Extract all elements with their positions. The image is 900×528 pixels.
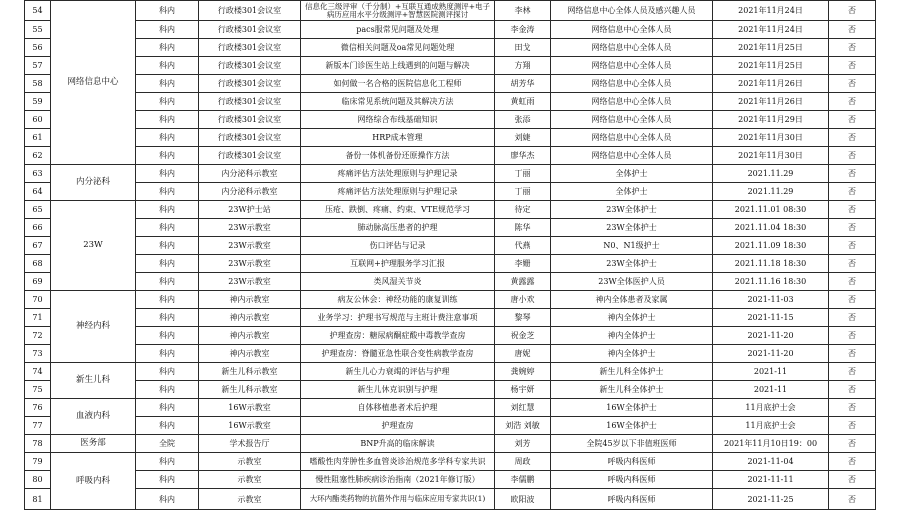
location-cell: 神内示教室 [199,345,301,363]
audience-cell: 网络信息中心全体人员 [551,57,713,75]
flag-cell: 否 [829,39,876,57]
table-row [25,363,876,381]
topic-cell: 压疮、跌倒、疼痛、约束、VTE规范学习 [301,201,495,219]
location-cell: 示教室 [199,489,301,510]
audience-cell: 23W全体护士 [551,201,713,219]
table-row [25,165,876,183]
speaker-cell: 祝金芝 [495,327,551,345]
row-number-cell: 73 [25,345,51,363]
scope-cell: 科内 [136,129,199,147]
speaker-cell: 唐小欢 [495,291,551,309]
topic-cell: BNP升高的临床解读 [301,435,495,453]
audience-cell: 神内全体患者及家属 [551,291,713,309]
date-cell: 2021-11-15 [713,309,829,327]
audience-cell: 全院45岁以下非值班医师 [551,435,713,453]
training-schedule-table [24,0,876,510]
scope-cell: 科内 [136,237,199,255]
department-cell: 新生儿科 [51,363,136,399]
table-row [25,255,876,273]
audience-cell: 23W全体医护人员 [551,273,713,291]
table-row [25,93,876,111]
audience-cell: 网络信息中心全体人员 [551,111,713,129]
speaker-cell: 代燕 [495,237,551,255]
scope-cell: 科内 [136,255,199,273]
topic-cell: HRP成本管理 [301,129,495,147]
topic-cell: 慢性阻塞性肺疾病诊治指南（2021年修订版） [301,471,495,489]
table-row [25,327,876,345]
audience-cell: 网络信息中心全体人员 [551,21,713,39]
date-cell: 2021年11月26日 [713,75,829,93]
flag-cell: 否 [829,435,876,453]
audience-cell: 呼吸内科医师 [551,489,713,510]
date-cell: 2021年11月10日19：00 [713,435,829,453]
row-number-cell: 70 [25,291,51,309]
audience-cell: 呼吸内科医师 [551,453,713,471]
topic-cell: 网络综合布线基础知识 [301,111,495,129]
topic-cell: 微信相关问题及oa常见问题处理 [301,39,495,57]
row-number-cell: 76 [25,399,51,417]
row-number-cell: 59 [25,93,51,111]
location-cell: 新生儿科示教室 [199,363,301,381]
row-number-cell: 54 [25,1,51,21]
location-cell: 23W示教室 [199,255,301,273]
table-row [25,345,876,363]
audience-cell: 23W全体护士 [551,255,713,273]
location-cell: 示教室 [199,453,301,471]
topic-cell: 信息化三级评审（千分制）+互联互通成熟度测评+电子病历应用水平分级测评+智慧医院测评探讨 [301,1,495,21]
speaker-cell: 刘婕 [495,129,551,147]
flag-cell: 否 [829,327,876,345]
topic-cell: 临床常见系统问题及其解决方法 [301,93,495,111]
row-number-cell: 74 [25,363,51,381]
flag-cell: 否 [829,219,876,237]
department-cell: 神经内科 [51,291,136,363]
table-row [25,417,876,435]
topic-cell: 疼痛评估方法处理原则与护理记录 [301,183,495,201]
location-cell: 行政楼301会议室 [199,21,301,39]
row-number-cell: 56 [25,39,51,57]
table-row [25,273,876,291]
date-cell: 2021-11-11 [713,471,829,489]
audience-cell: 网络信息中心全体人员 [551,93,713,111]
row-number-cell: 55 [25,21,51,39]
topic-cell: 护理查房：糖尿病酮症酸中毒教学查房 [301,327,495,345]
table-row [25,489,876,510]
speaker-cell: 丁丽 [495,183,551,201]
table-row [25,381,876,399]
topic-cell: 类风湿关节炎 [301,273,495,291]
location-cell: 23W示教室 [199,237,301,255]
speaker-cell: 张添 [495,111,551,129]
speaker-cell: 欧阳波 [495,489,551,510]
scope-cell: 科内 [136,219,199,237]
speaker-cell: 龚婉婷 [495,363,551,381]
date-cell: 2021.11.29 [713,183,829,201]
row-number-cell: 66 [25,219,51,237]
location-cell: 16W示教室 [199,399,301,417]
row-number-cell: 67 [25,237,51,255]
speaker-cell: 刘红慧 [495,399,551,417]
table-body [25,1,876,510]
location-cell: 内分泌科示教室 [199,165,301,183]
table-row [25,399,876,417]
row-number-cell: 57 [25,57,51,75]
scope-cell: 科内 [136,57,199,75]
scope-cell: 科内 [136,165,199,183]
scope-cell: 科内 [136,39,199,57]
date-cell: 2021年11月24日 [713,1,829,21]
topic-cell: 伤口评估与记录 [301,237,495,255]
flag-cell: 否 [829,237,876,255]
row-number-cell: 61 [25,129,51,147]
scope-cell: 科内 [136,489,199,510]
date-cell: 2021-11-03 [713,291,829,309]
flag-cell: 否 [829,291,876,309]
date-cell: 2021年11月25日 [713,39,829,57]
speaker-cell: 李金涛 [495,21,551,39]
row-number-cell: 64 [25,183,51,201]
speaker-cell: 刘浩 刘敏 [495,417,551,435]
speaker-cell: 黄露露 [495,273,551,291]
location-cell: 行政楼301会议室 [199,147,301,165]
scope-cell: 科内 [136,75,199,93]
table-row [25,435,876,453]
flag-cell: 否 [829,165,876,183]
department-cell: 呼吸内科 [51,453,136,510]
table-row [25,183,876,201]
audience-cell: 网络信息中心全体人员 [551,75,713,93]
speaker-cell: 方翔 [495,57,551,75]
scope-cell: 科内 [136,291,199,309]
location-cell: 23W护士站 [199,201,301,219]
location-cell: 行政楼301会议室 [199,75,301,93]
speaker-cell: 李儒鹏 [495,471,551,489]
department-cell: 医务部 [51,435,136,453]
audience-cell: 网络信息中心全体人员 [551,39,713,57]
speaker-cell: 杨宇妍 [495,381,551,399]
audience-cell: N0、N1级护士 [551,237,713,255]
location-cell: 23W示教室 [199,219,301,237]
scope-cell: 科内 [136,1,199,21]
topic-cell: 护理查房：脊髓亚急性联合变性病教学查房 [301,345,495,363]
location-cell: 神内示教室 [199,327,301,345]
date-cell: 2021-11-25 [713,489,829,510]
location-cell: 行政楼301会议室 [199,93,301,111]
audience-cell: 网络信息中心全体人员 [551,147,713,165]
date-cell: 2021-11 [713,381,829,399]
topic-cell: 大环内酯类药物的抗菌外作用与临床应用专家共识(1) [301,489,495,510]
audience-cell: 神内全体护士 [551,345,713,363]
flag-cell: 否 [829,57,876,75]
speaker-cell: 周政 [495,453,551,471]
flag-cell: 否 [829,489,876,510]
audience-cell: 网络信息中心全体人员及感兴趣人员 [551,1,713,21]
scope-cell: 科内 [136,21,199,39]
row-number-cell: 81 [25,489,51,510]
table-row [25,57,876,75]
row-number-cell: 79 [25,453,51,471]
speaker-cell: 丁丽 [495,165,551,183]
department-cell: 内分泌科 [51,165,136,201]
speaker-cell: 黄虹雨 [495,93,551,111]
topic-cell: 自体移植患者术后护理 [301,399,495,417]
date-cell: 2021.11.16 18:30 [713,273,829,291]
location-cell: 行政楼301会议室 [199,39,301,57]
table-row [25,471,876,489]
topic-cell: 嗜酸性肉芽肿性多血管炎诊治规范多学科专家共识 [301,453,495,471]
scope-cell: 科内 [136,453,199,471]
audience-cell: 新生儿科全体护士 [551,381,713,399]
date-cell: 2021.11.18 18:30 [713,255,829,273]
topic-cell: 新生儿休克识别与护理 [301,381,495,399]
topic-cell: 病友公休会：神经功能的康复训练 [301,291,495,309]
row-number-cell: 78 [25,435,51,453]
row-number-cell: 75 [25,381,51,399]
flag-cell: 否 [829,129,876,147]
date-cell: 11月底护士会 [713,399,829,417]
topic-cell: 备份一体机备份还原操作方法 [301,147,495,165]
audience-cell: 网络信息中心全体人员 [551,129,713,147]
row-number-cell: 58 [25,75,51,93]
row-number-cell: 68 [25,255,51,273]
speaker-cell: 刘芳 [495,435,551,453]
location-cell: 行政楼301会议室 [199,129,301,147]
row-number-cell: 63 [25,165,51,183]
date-cell: 2021年11月29日 [713,111,829,129]
date-cell: 2021.11.09 18:30 [713,237,829,255]
flag-cell: 否 [829,273,876,291]
location-cell: 神内示教室 [199,291,301,309]
topic-cell: 新生儿心力衰竭的评估与护理 [301,363,495,381]
flag-cell: 否 [829,21,876,39]
scope-cell: 全院 [136,435,199,453]
row-number-cell: 77 [25,417,51,435]
location-cell: 行政楼301会议室 [199,111,301,129]
flag-cell: 否 [829,1,876,21]
date-cell: 11月底护士会 [713,417,829,435]
speaker-cell: 陈华 [495,219,551,237]
row-number-cell: 65 [25,201,51,219]
table-row [25,21,876,39]
audience-cell: 神内全体护士 [551,309,713,327]
row-number-cell: 71 [25,309,51,327]
location-cell: 学术报告厅 [199,435,301,453]
scope-cell: 科内 [136,399,199,417]
flag-cell: 否 [829,471,876,489]
date-cell: 2021年11月25日 [713,57,829,75]
audience-cell: 新生儿科全体护士 [551,363,713,381]
topic-cell: 护理查房 [301,417,495,435]
table-row [25,291,876,309]
flag-cell: 否 [829,309,876,327]
row-number-cell: 80 [25,471,51,489]
scope-cell: 科内 [136,273,199,291]
row-number-cell: 60 [25,111,51,129]
location-cell: 行政楼301会议室 [199,57,301,75]
flag-cell: 否 [829,363,876,381]
row-number-cell: 72 [25,327,51,345]
topic-cell: 肺动脉高压患者的护理 [301,219,495,237]
table-row [25,129,876,147]
date-cell: 2021.11.04 18:30 [713,219,829,237]
department-cell: 血液内科 [51,399,136,435]
location-cell: 内分泌科示教室 [199,183,301,201]
speaker-cell: 胡芳华 [495,75,551,93]
audience-cell: 23W全体护士 [551,219,713,237]
location-cell: 示教室 [199,471,301,489]
date-cell: 2021-11 [713,363,829,381]
date-cell: 2021年11月24日 [713,21,829,39]
location-cell: 神内示教室 [199,309,301,327]
topic-cell: pacs服常见问题及处理 [301,21,495,39]
audience-cell: 16W全体护士 [551,399,713,417]
flag-cell: 否 [829,201,876,219]
scope-cell: 科内 [136,183,199,201]
date-cell: 2021.11.29 [713,165,829,183]
flag-cell: 否 [829,255,876,273]
flag-cell: 否 [829,417,876,435]
speaker-cell: 黎琴 [495,309,551,327]
topic-cell: 如何做一名合格的医院信息化工程师 [301,75,495,93]
speaker-cell: 李林 [495,1,551,21]
scope-cell: 科内 [136,345,199,363]
date-cell: 2021年11月26日 [713,93,829,111]
scope-cell: 科内 [136,93,199,111]
date-cell: 2021-11-04 [713,453,829,471]
table-row [25,453,876,471]
scope-cell: 科内 [136,327,199,345]
speaker-cell: 李姗 [495,255,551,273]
date-cell: 2021-11-20 [713,345,829,363]
date-cell: 2021年11月30日 [713,129,829,147]
row-number-cell: 69 [25,273,51,291]
scope-cell: 科内 [136,147,199,165]
table-row [25,309,876,327]
row-number-cell: 62 [25,147,51,165]
speaker-cell: 待定 [495,201,551,219]
date-cell: 2021.11.01 08:30 [713,201,829,219]
flag-cell: 否 [829,75,876,93]
scope-cell: 科内 [136,111,199,129]
topic-cell: 新版本门诊医生站上线遇到的问题与解决 [301,57,495,75]
location-cell: 16W示教室 [199,417,301,435]
flag-cell: 否 [829,147,876,165]
location-cell: 行政楼301会议室 [199,1,301,21]
table-row [25,147,876,165]
table-row [25,39,876,57]
table-row [25,237,876,255]
table-row [25,75,876,93]
table-row [25,201,876,219]
scope-cell: 科内 [136,309,199,327]
flag-cell: 否 [829,345,876,363]
flag-cell: 否 [829,93,876,111]
speaker-cell: 田戈 [495,39,551,57]
flag-cell: 否 [829,183,876,201]
location-cell: 23W示教室 [199,273,301,291]
table-row [25,111,876,129]
audience-cell: 16W全体护士 [551,417,713,435]
audience-cell: 呼吸内科医师 [551,471,713,489]
topic-cell: 疼痛评估方法处理原则与护理记录 [301,165,495,183]
table-row [25,1,876,21]
flag-cell: 否 [829,399,876,417]
speaker-cell: 廖华杰 [495,147,551,165]
department-cell: 网络信息中心 [51,1,136,165]
scope-cell: 科内 [136,381,199,399]
department-cell: 23W [51,201,136,291]
speaker-cell: 唐妮 [495,345,551,363]
audience-cell: 神内全体护士 [551,327,713,345]
audience-cell: 全体护士 [551,165,713,183]
scope-cell: 科内 [136,417,199,435]
scope-cell: 科内 [136,471,199,489]
topic-cell: 互联网+护理服务学习汇报 [301,255,495,273]
audience-cell: 全体护士 [551,183,713,201]
topic-cell: 业务学习：护理书写规范与主班计费注意事项 [301,309,495,327]
date-cell: 2021-11-20 [713,327,829,345]
table-row [25,219,876,237]
scope-cell: 科内 [136,363,199,381]
flag-cell: 否 [829,453,876,471]
scope-cell: 科内 [136,201,199,219]
flag-cell: 否 [829,381,876,399]
date-cell: 2021年11月30日 [713,147,829,165]
location-cell: 新生儿科示教室 [199,381,301,399]
flag-cell: 否 [829,111,876,129]
